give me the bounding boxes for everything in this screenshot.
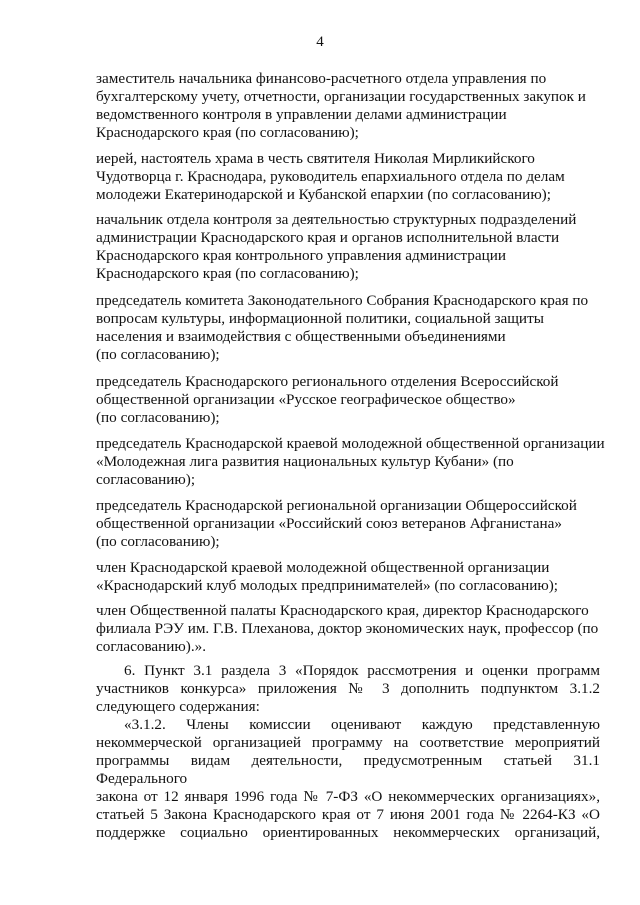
commission-member-item	[96, 602, 599, 656]
commission-member-item	[96, 559, 596, 595]
commission-member-item	[96, 292, 596, 364]
commission-member-item	[96, 497, 596, 551]
text-line: член Краснодарской краевой молодежной общественной организации	[96, 559, 550, 576]
text-line: Краснодарского края (по согласованию);	[96, 124, 359, 141]
text-line: Краснодарского края контрольного управления администрации	[96, 247, 506, 264]
text-line: Чудотворца г. Краснодара, руководитель епархиального отдела по делам	[96, 168, 565, 185]
text-line: председатель Краснодарской региональной организации Общероссийской	[96, 497, 577, 514]
text-line: программы видам деятельности, предусмотренным статьей 31.1 Федерального	[96, 752, 600, 787]
text-line: Краснодарского края (по согласованию);	[96, 265, 359, 282]
text-line: (по согласованию);	[96, 533, 220, 550]
text-line: филиала РЭУ им. Г.В. Плеханова, доктор экономических наук, профессор (по	[96, 620, 599, 637]
text-line: «Молодежная лига развития национальных культур Кубани» (по	[96, 453, 514, 470]
text-line: начальник отдела контроля за деятельностью структурных подразделений	[96, 211, 577, 228]
text-line: ведомственного контроля в управлении делами администрации	[96, 106, 507, 123]
text-line: (по согласованию);	[96, 346, 220, 363]
text-line: некоммерческой организацией программу на соответствие мероприятий	[96, 734, 600, 751]
commission-member-item	[96, 435, 605, 489]
text-line: молодежи Екатеринодарской и Кубанской епархии (по согласованию);	[96, 186, 551, 203]
clause-3-1-2-paragraph	[96, 716, 600, 842]
commission-member-item	[96, 211, 596, 283]
page-number: 4	[316, 34, 324, 50]
text-line: согласованию);	[96, 471, 196, 488]
commission-member-item	[96, 150, 596, 204]
text-line: следующего содержания:	[96, 698, 260, 715]
text-line: (по согласованию);	[96, 409, 220, 426]
text-line: «Краснодарский клуб молодых предпринимателей» (по согласованию);	[96, 577, 559, 594]
text-line: иерей, настоятель храма в честь святителя Николая Мирликийского	[96, 150, 535, 167]
text-line: 6. Пункт 3.1 раздела 3 «Порядок рассмотрения и оценки программ	[124, 662, 600, 679]
commission-member-item	[96, 373, 596, 427]
text-line: закона от 12 января 1996 года № 7-ФЗ «О некоммерческих организациях»,	[96, 788, 600, 805]
text-line: бухгалтерскому учету, отчетности, организации государственных закупок и	[96, 88, 586, 105]
text-line: «3.1.2. Члены комиссии оценивают каждую представленную	[124, 716, 600, 733]
text-line: статьей 5 Закона Краснодарского края от 7 июня 2001 года № 2264-КЗ «О	[96, 806, 600, 823]
text-line: председатель комитета Законодательного Собрания Краснодарского края по	[96, 292, 589, 309]
text-line: общественной организации «Российский союз ветеранов Афганистана»	[96, 515, 562, 532]
text-line: населения и взаимодействия с общественными объединениями	[96, 328, 506, 345]
text-line: заместитель начальника финансово-расчетного отдела управления по	[96, 70, 547, 87]
text-line: администрации Краснодарского края и органов исполнительной власти	[96, 229, 560, 246]
commission-member-item	[96, 70, 596, 142]
text-line: председатель Краснодарской краевой молодежной общественной организации	[96, 435, 605, 452]
text-line: участников конкурса» приложения № 3 дополнить подпунктом 3.1.2	[96, 680, 600, 697]
text-line: председатель Краснодарского регионального отделения Всероссийской	[96, 373, 559, 390]
text-line: согласованию).».	[96, 638, 207, 655]
text-line: член Общественной палаты Краснодарского края, директор Краснодарского	[96, 602, 589, 619]
text-line: вопросам культуры, информационной политики, социальной защиты	[96, 310, 544, 327]
text-line: поддержке социально ориентированных некоммерческих организаций,	[96, 824, 600, 841]
clause-6-paragraph	[96, 662, 600, 716]
text-line: общественной организации «Русское географическое общество»	[96, 391, 516, 408]
